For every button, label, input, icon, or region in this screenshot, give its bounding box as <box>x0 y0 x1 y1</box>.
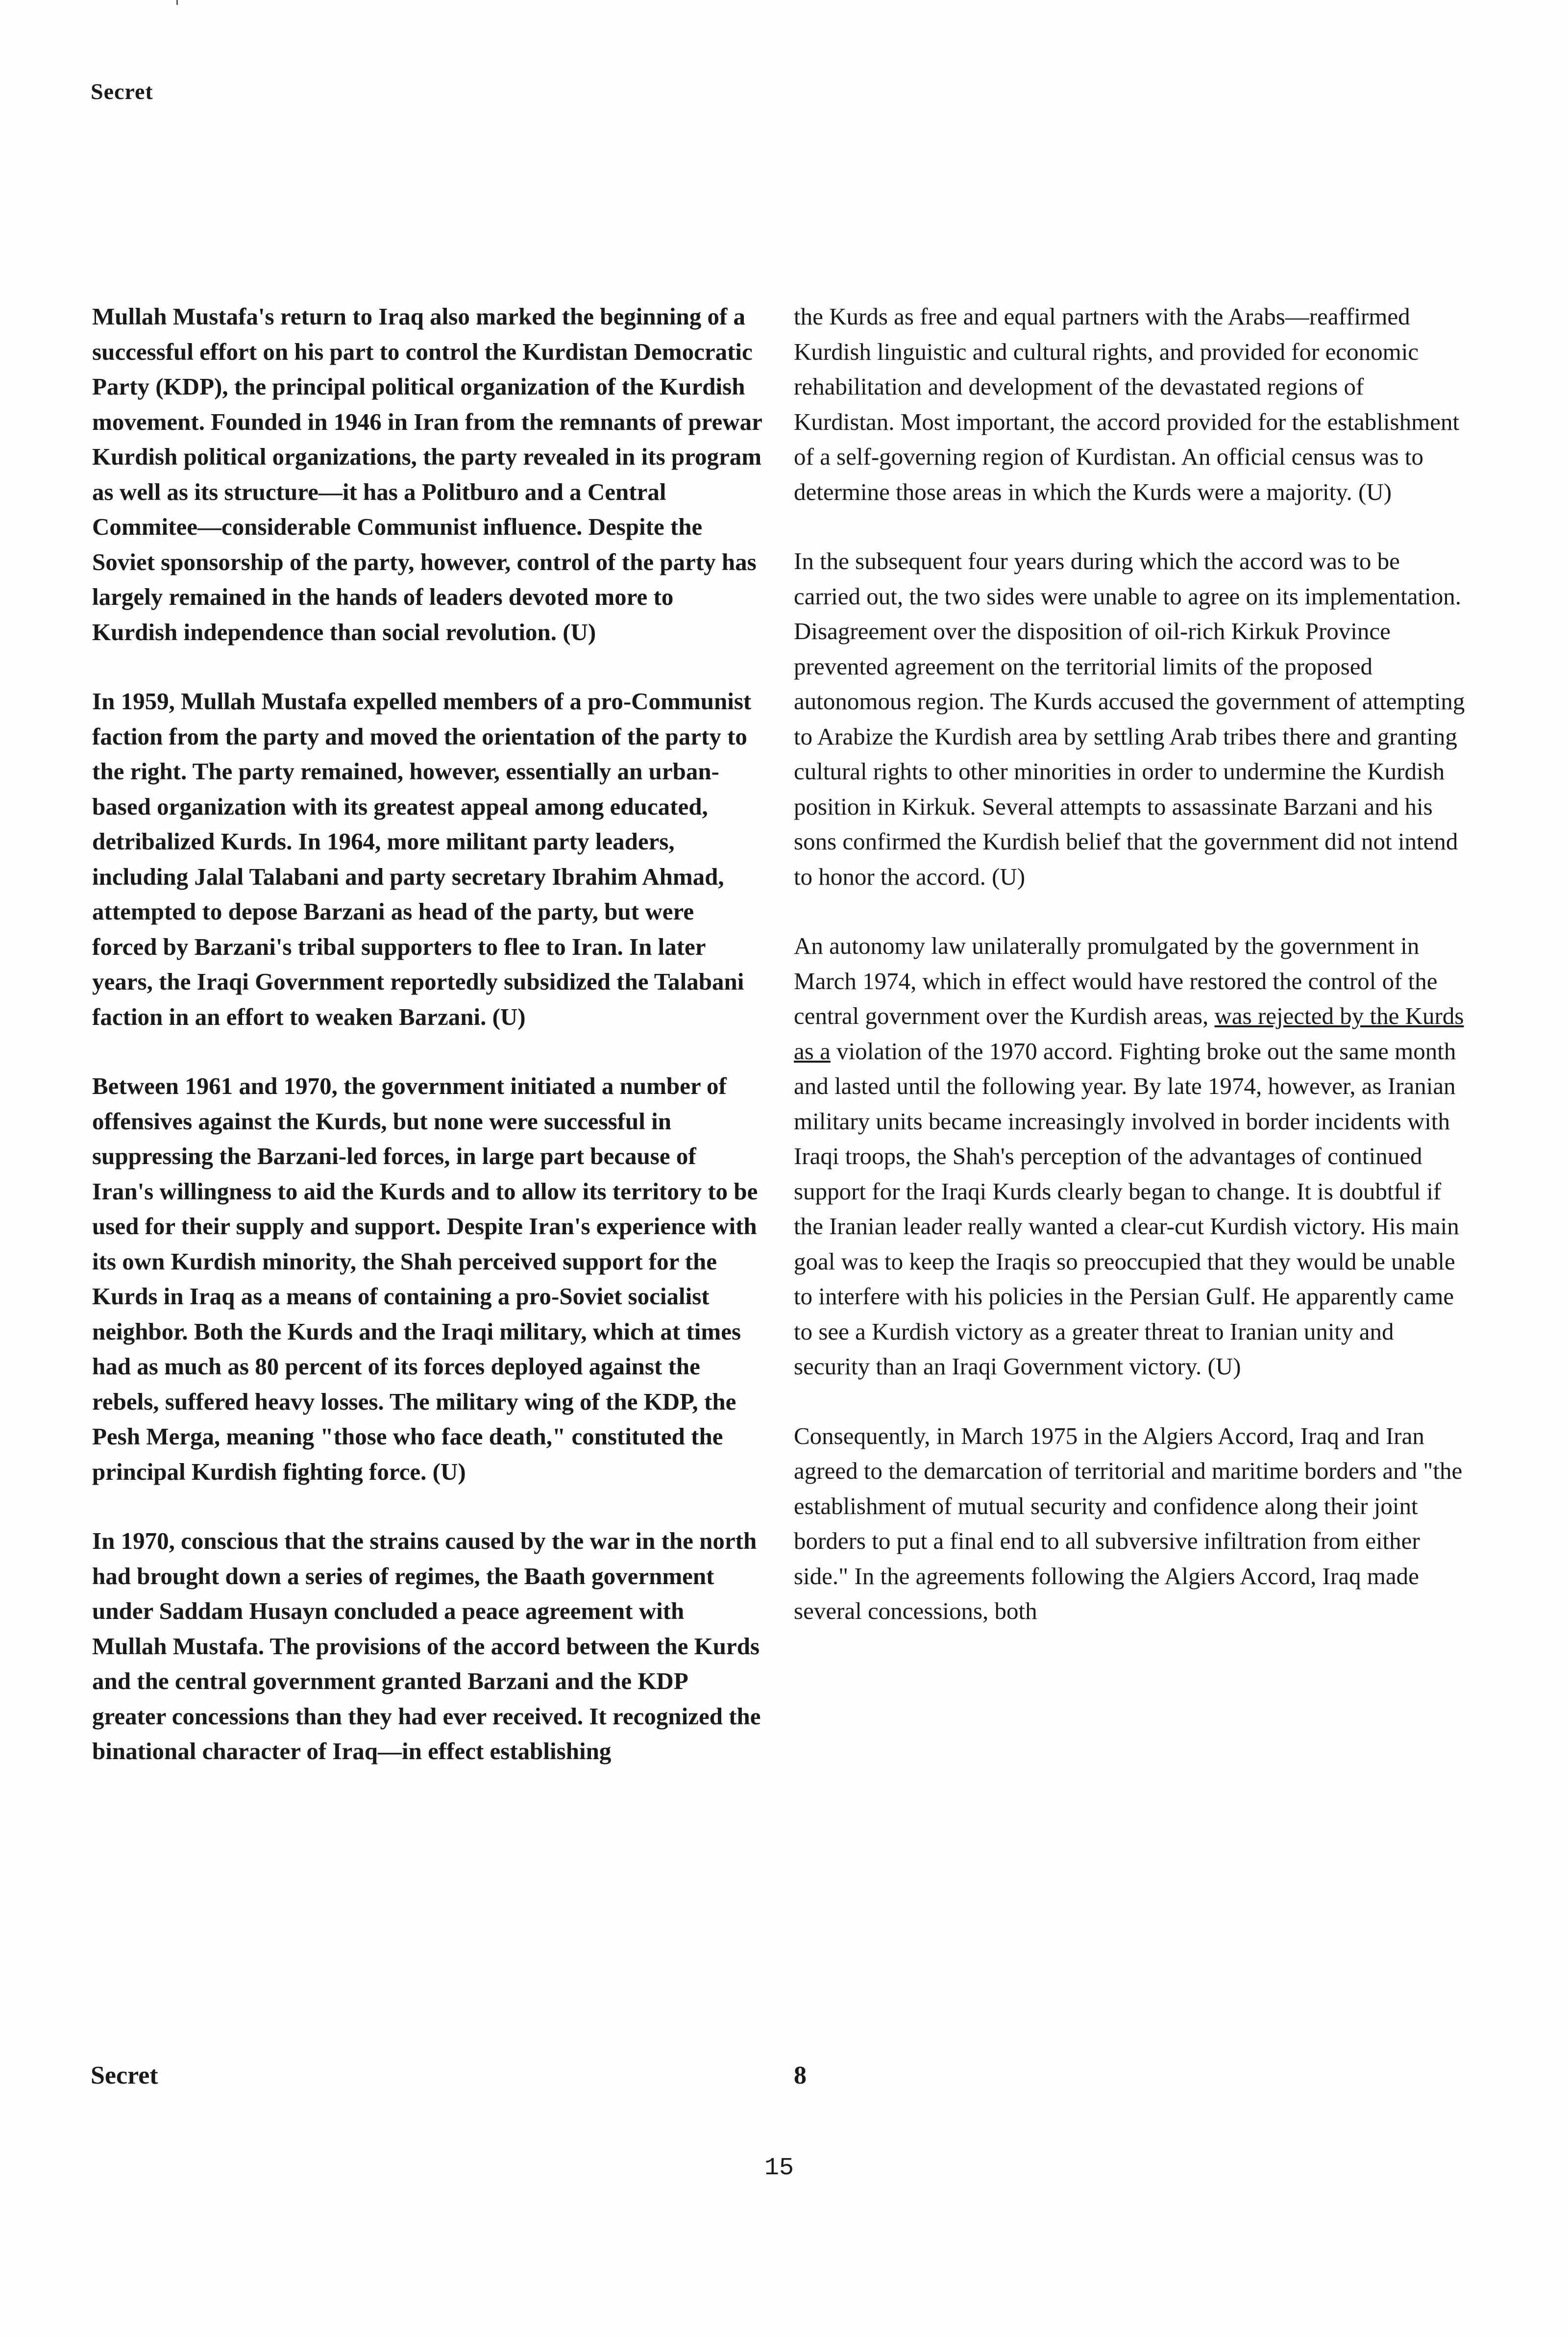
paragraph-1961-1970-offensives: Between 1961 and 1970, the government initiated a number of offensives against the Kurds, but none were successful in suppressing the Barzani-led forces, in large part because of Iran's willingness to aid the Kurds and to allow its territory to be used for their supply and support. Despite Iran's experience with its own Kurdish minority, the Shah perceived support for the Kurds in Iraq as a means of containing a pro-Soviet socialist neighbor. Both the Kurds and the Iraqi military, which at times had as much as 80 percent of its forces deployed against the rebels, suffered heavy losses. The military wing of the KDP, the Pesh Merga, meaning "those who face death," constituted the principal Kurdish fighting force. (U) <box>92 1072 758 1485</box>
autonomy-law-text-before: An autonomy law unilaterally promulgated by the government in March 1974, which in effect would have restored the control of the central government over the Kurdish areas, <box>794 932 1438 1029</box>
paragraph-algiers-accord: Consequently, in March 1975 in the Algiers Accord, Iraq and Iran agreed to the demarcation of territorial and maritime borders and "the establishment of mutual security and confidence along their joint borders to put a final end to all subversive infiltration from either side." In the agreements following the Algiers Accord, Iraq made several concessions, both <box>794 1422 1463 1624</box>
paragraph-accord-provisions: the Kurds as free and equal partners with the Arabs—reaffirmed Kurdish linguistic and cultural rights, and provided for economic rehabilitation and development of the devastated regions of Kurdistan. Most important, the accord provided for the establishment of a self-governing region of Kurdistan. An official census was to determine those areas in which the Kurds were a majority. (U) <box>794 303 1460 505</box>
paragraph-kdp-control: Mullah Mustafa's return to Iraq also marked the beginning of a successful effort on his part to control the Kurdistan Democratic Party (KDP), the principal political organization of the Kurdish movement. Founded in 1946 in Iran from the remnants of prewar Kurdish political organizations, the party revealed in its program as well as its structure—it has a Politburo and a Central Commitee—considerable Communist influence. Despite the Soviet sponsorship of the party, however, control of the party has largely remained in the hands of leaders devoted more to Kurdish independence than social revolution. (U) <box>92 303 762 646</box>
footer-classification-marking: Secret <box>91 2062 158 2089</box>
header-classification-marking: Secret <box>91 79 153 104</box>
autonomy-law-text-after: violation of the 1970 accord. Fighting broke out the same month and lasted until the following year. By late 1974, however, as Iranian military units became increasingly involved in border incidents with Iraqi troops, the Shah's perception of the advantages of continued support for the Iraqi Kurds clearly began to change. It is doubtful if the Iranian leader really wanted a clear-cut Kurdish victory. His main goal was to keep the Iraqis so preoccupied that they would be unable to interfere with his policies in the Persian Gulf. He apparently came to see a Kurdish victory as a greater threat to Iranian unity and security than an Iraqi Government victory. (U) <box>794 1037 1459 1380</box>
paragraph-1970-peace-agreement: In 1970, conscious that the strains caused by the war in the north had brought down a series of regimes, the Baath government under Saddam Husayn concluded a peace agreement with Mullah Mustafa. The provisions of the accord between the Kurds and the central government granted Barzani and the KDP greater concessions than they had ever received. It recognized the binational character of Iraq—in effect establishing <box>92 1527 761 1765</box>
left-column <box>92 299 763 1803</box>
paragraph-1974-autonomy-law <box>794 928 1465 1384</box>
paragraph-1959-expulsion: In 1959, Mullah Mustafa expelled members of a pro-Communist faction from the party and moved the orientation of the party to the right. The party remained, however, essentially an urban-based organization with its greatest appeal among educated, detribalized Kurds. In 1964, more militant party leaders, including Jalal Talabani and party secretary Ibrahim Ahmad, attempted to depose Barzani as head of the party, but were forced by Barzani's tribal supporters to flee to Iran. In later years, the Iraqi Government reportedly subsidized the Talabani faction in an effort to weaken Barzani. (U) <box>92 688 752 1030</box>
underlined-rejection-phrase: was rejected by the Kurds as a <box>794 1002 1464 1065</box>
right-column <box>794 299 1465 1663</box>
scan-artifact <box>176 0 178 5</box>
page-number: 8 <box>794 2062 807 2089</box>
paragraph-implementation-failure: In the subsequent four years during which the accord was to be carried out, the two sides were unable to agree on its implementation. Disagreement over the disposition of oil-rich Kirkuk Province prevented agreement on the territorial limits of the proposed autonomous region. The Kurds accused the government of attempting to Arabize the Kurdish area by settling Arab tribes there and granting cultural rights to other minorities in order to undermine the Kurdish position in Kirkuk. Several attempts to assassinate Barzani and his sons confirmed the Kurdish belief that the government did not intend to honor the accord. (U) <box>794 547 1465 890</box>
sheet-number: 15 <box>764 2154 794 2182</box>
